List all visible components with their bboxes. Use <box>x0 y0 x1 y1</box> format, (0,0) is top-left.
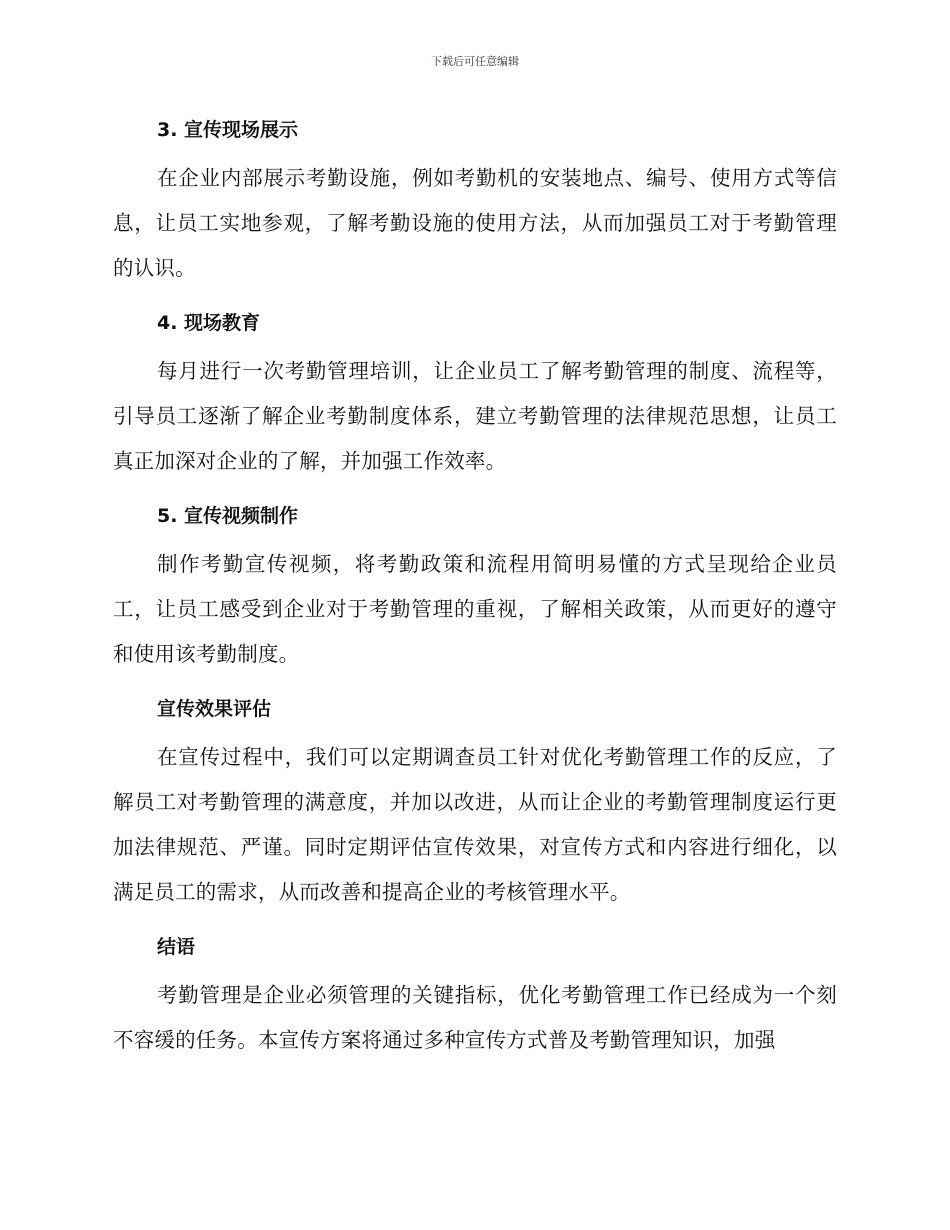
page-header-note: 下载后可任意编辑 <box>431 55 519 68</box>
section-heading-effect-evaluation: 宣传效果评估 <box>157 698 272 720</box>
section-paragraph-conclusion: 考勤管理是企业必须管理的关键指标，优化考勤管理工作已经成为一个刻不容缓的任务。本宣传方案将通过多种宣传方式普及考勤管理知识，加强 <box>113 983 837 1052</box>
section-paragraph-site-display: 在企业内部展示考勤设施，例如考勤机的安装地点、编号、使用方式等信息，让员工实地参观，了解考勤设施的使用方法，从而加强员工对于考勤管理的认识。 <box>113 166 837 280</box>
section-heading-promo-video: 5. 宣传视频制作 <box>157 505 299 527</box>
section-paragraph-effect-evaluation: 在宣传过程中，我们可以定期调查员工针对优化考勤管理工作的反应，了解员工对考勤管理的满意度，并加以改进，从而让企业的考勤管理制度运行更加法律规范、严谨。同时定期评估宣传效果，对宣传方式和内容进行细化，以满足员工的需求，从而改善和提高企业的考核管理水平。 <box>113 745 837 904</box>
document-body <box>113 108 837 1073</box>
section-paragraph-promo-video: 制作考勤宣传视频，将考勤政策和流程用简明易懂的方式呈现给企业员工，让员工感受到企业对于考勤管理的重视，了解相关政策，从而更好的遵守和使用该考勤制度。 <box>113 552 837 666</box>
section-heading-site-display: 3. 宣传现场展示 <box>157 119 299 141</box>
section-heading-onsite-education: 4. 现场教育 <box>157 312 261 334</box>
section-heading-conclusion: 结语 <box>157 936 196 958</box>
section-paragraph-onsite-education: 每月进行一次考勤管理培训，让企业员工了解考勤管理的制度、流程等，引导员工逐渐了解企业考勤制度体系，建立考勤管理的法律规范思想，让员工真正加深对企业的了解，并加强工作效率。 <box>113 359 837 473</box>
